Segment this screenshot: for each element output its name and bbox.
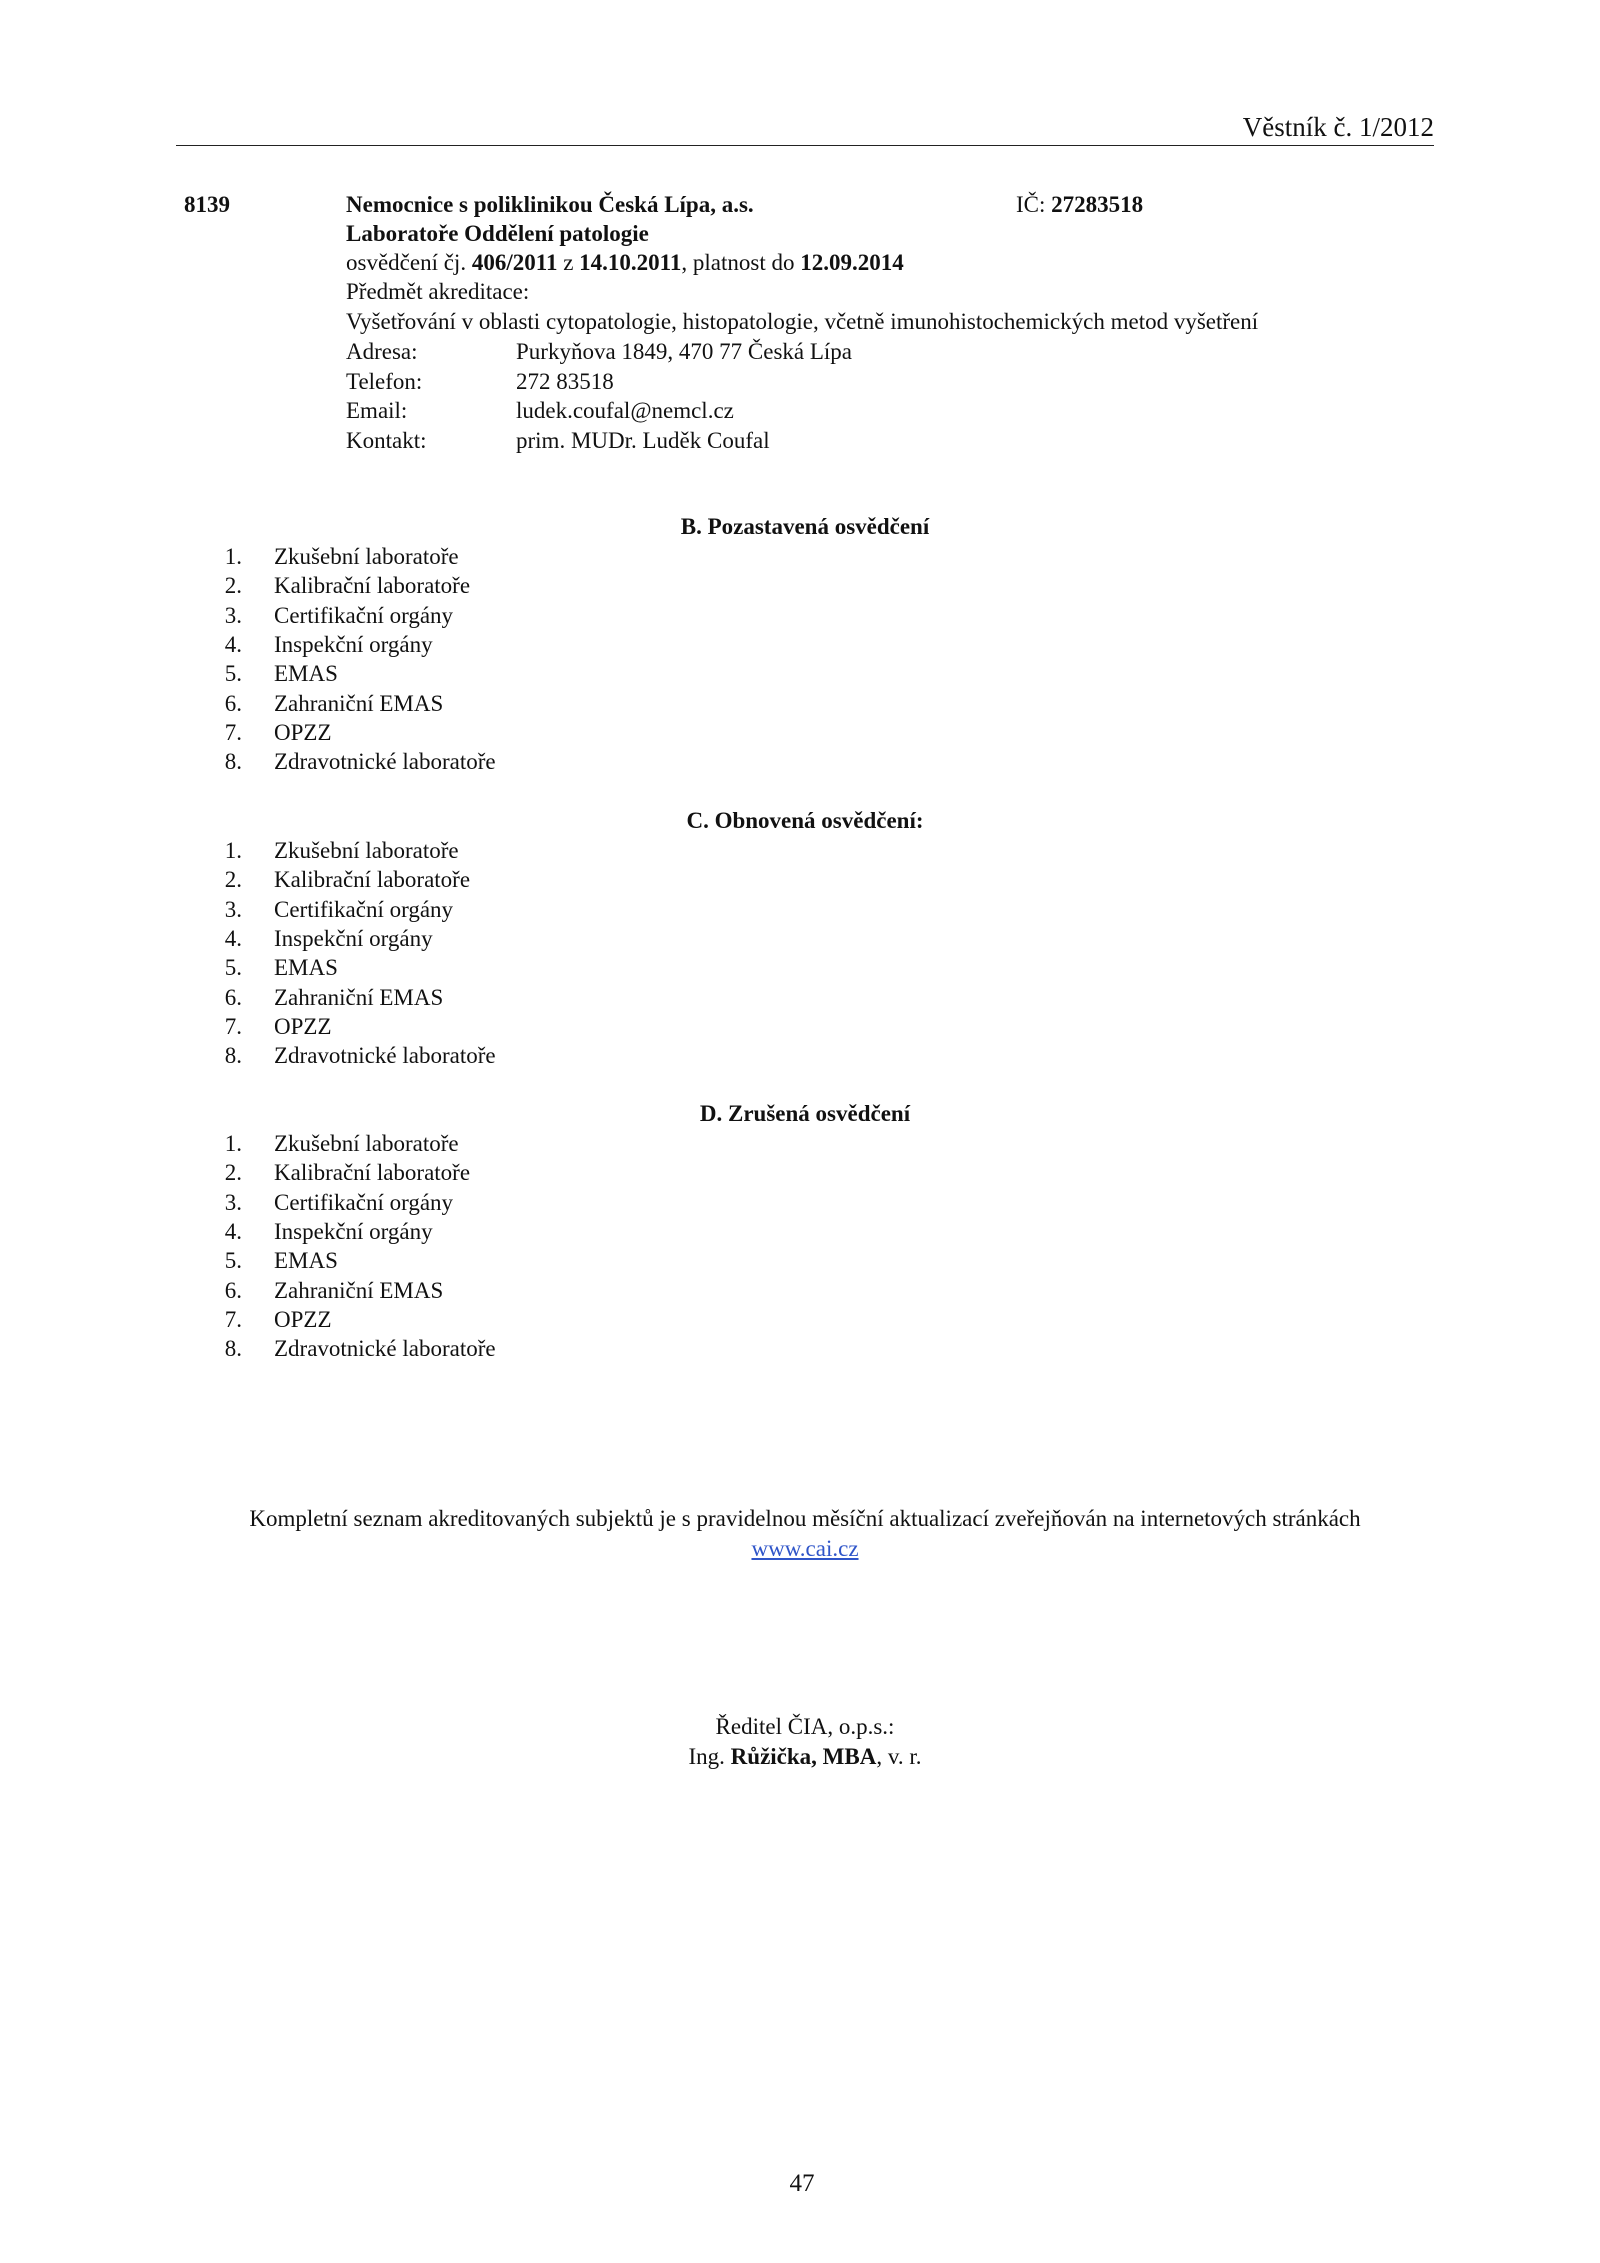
- section-heading: B. Pozastavená osvědčení: [680, 514, 930, 539]
- list-item-number: 2.: [224, 1160, 242, 1186]
- bulletin-title: Věstník č. 1/2012: [1242, 112, 1434, 142]
- list-item-number: 1.: [224, 544, 242, 569]
- list-item-text: EMAS: [274, 955, 338, 981]
- list-item-number: 2.: [224, 867, 242, 893]
- list-item-number: 6.: [224, 1277, 242, 1303]
- list-item-number: 7.: [224, 1306, 242, 1332]
- list-item-text: Kalibrační laboratoře: [274, 867, 471, 893]
- email-value: ludek.coufal@nemcl.cz: [516, 398, 734, 423]
- director-name: Růžička, MBA: [730, 1744, 877, 1769]
- list-item-number: 3.: [224, 602, 242, 628]
- list-item-text: OPZZ: [274, 719, 332, 745]
- list-item-number: 8.: [224, 749, 242, 775]
- list-item-text: Zahraniční EMAS: [274, 984, 444, 1010]
- address-value: Purkyňova 1849, 470 77 Česká Lípa: [516, 339, 853, 364]
- cert-validity-text: , platnost do: [681, 250, 801, 275]
- list-item-text: EMAS: [274, 1248, 338, 1274]
- list-item-text: Zkušební laboratoře: [274, 544, 459, 569]
- director-suffix: , v. r.: [876, 1744, 922, 1769]
- list-item-text: Certifikační orgány: [274, 896, 454, 922]
- list-item-text: Kalibrační laboratoře: [274, 573, 471, 599]
- phone-label: Telefon:: [346, 369, 423, 394]
- list-item-text: Zkušební laboratoře: [274, 1131, 459, 1156]
- list-item-number: 5.: [224, 955, 242, 981]
- list-item-number: 8.: [224, 1336, 242, 1362]
- record-name: Nemocnice s poliklinikou Česká Lípa, a.s.: [346, 192, 754, 217]
- section-heading: D. Zrušená osvědčení: [699, 1101, 911, 1126]
- section-heading: C. Obnovená osvědčení:: [686, 808, 924, 833]
- list-item-number: 8.: [224, 1043, 242, 1069]
- cert-mid: z: [557, 250, 580, 275]
- list-item-text: Zahraniční EMAS: [274, 1277, 444, 1303]
- list-item-number: 1.: [224, 1131, 242, 1156]
- list-item-text: EMAS: [274, 661, 338, 687]
- list-item-text: OPZZ: [274, 1013, 332, 1039]
- address-label: Adresa:: [346, 339, 418, 364]
- record-department: Laboratoře Oddělení patologie: [346, 221, 649, 246]
- list-item-number: 4.: [224, 925, 242, 951]
- list-item-number: 1.: [224, 838, 242, 863]
- list-item-text: Certifikační orgány: [274, 602, 454, 628]
- email-label: Email:: [346, 398, 408, 423]
- list-item-number: 5.: [224, 1248, 242, 1274]
- list-item-text: Inspekční orgány: [274, 925, 433, 951]
- contact-person-value: prim. MUDr. Luděk Coufal: [516, 428, 770, 453]
- cert-number: 406/2011: [471, 250, 558, 275]
- cert-prefix: osvědčení čj.: [346, 250, 472, 275]
- cert-valid-until: 12.09.2014: [800, 250, 904, 275]
- registry-link-wrap: [0, 1536, 1600, 1562]
- ic-label: IČ:: [1016, 192, 1052, 217]
- list-item-text: Zdravotnické laboratoře: [274, 749, 496, 775]
- list-item-text: Certifikační orgány: [274, 1189, 454, 1215]
- record-ic: [1016, 192, 1143, 218]
- list-item-number: 7.: [224, 719, 242, 745]
- phone-value: 272 83518: [516, 369, 614, 394]
- list-item-text: Kalibrační laboratoře: [274, 1160, 471, 1186]
- subject-label: Předmět akreditace:: [346, 279, 530, 304]
- list-item-number: 7.: [224, 1013, 242, 1039]
- page-number: 47: [789, 2170, 815, 2197]
- list-item-number: 2.: [224, 573, 242, 599]
- list-item-number: 4.: [224, 631, 242, 657]
- list-item-number: 4.: [224, 1218, 242, 1244]
- director-title: Ředitel ČIA, o.p.s.:: [715, 1714, 895, 1739]
- list-item-text: Zahraniční EMAS: [274, 690, 444, 716]
- registry-link[interactable]: www.cai.cz: [751, 1536, 859, 1561]
- subject-text: Vyšetřování v oblasti cytopatologie, histopatologie, včetně imunohistochemických metod vyšetření: [346, 309, 1259, 334]
- cert-date: 14.10.2011: [579, 250, 682, 275]
- list-item-number: 6.: [224, 690, 242, 716]
- list-item-number: 3.: [224, 896, 242, 922]
- ic-value: 27283518: [1051, 192, 1144, 217]
- list-item-text: OPZZ: [274, 1306, 332, 1332]
- list-item-number: 5.: [224, 661, 242, 687]
- list-item-number: 3.: [224, 1189, 242, 1215]
- list-item-text: Zkušební laboratoře: [274, 838, 459, 863]
- director-signature: [0, 1744, 1600, 1770]
- director-prefix: Ing.: [688, 1744, 731, 1769]
- contact-person-label: Kontakt:: [346, 428, 427, 453]
- registry-notice: Kompletní seznam akreditovaných subjektů je s pravidelnou měsíční aktualizací zveřejňován na internetových stránkách: [249, 1506, 1361, 1531]
- list-item-text: Zdravotnické laboratoře: [274, 1336, 496, 1362]
- record-certificate: [346, 250, 904, 276]
- record-id: 8139: [184, 192, 230, 217]
- list-item-text: Inspekční orgány: [274, 1218, 433, 1244]
- list-item-text: Inspekční orgány: [274, 631, 433, 657]
- header-divider: [176, 145, 1434, 146]
- list-item-number: 6.: [224, 984, 242, 1010]
- list-item-text: Zdravotnické laboratoře: [274, 1043, 496, 1069]
